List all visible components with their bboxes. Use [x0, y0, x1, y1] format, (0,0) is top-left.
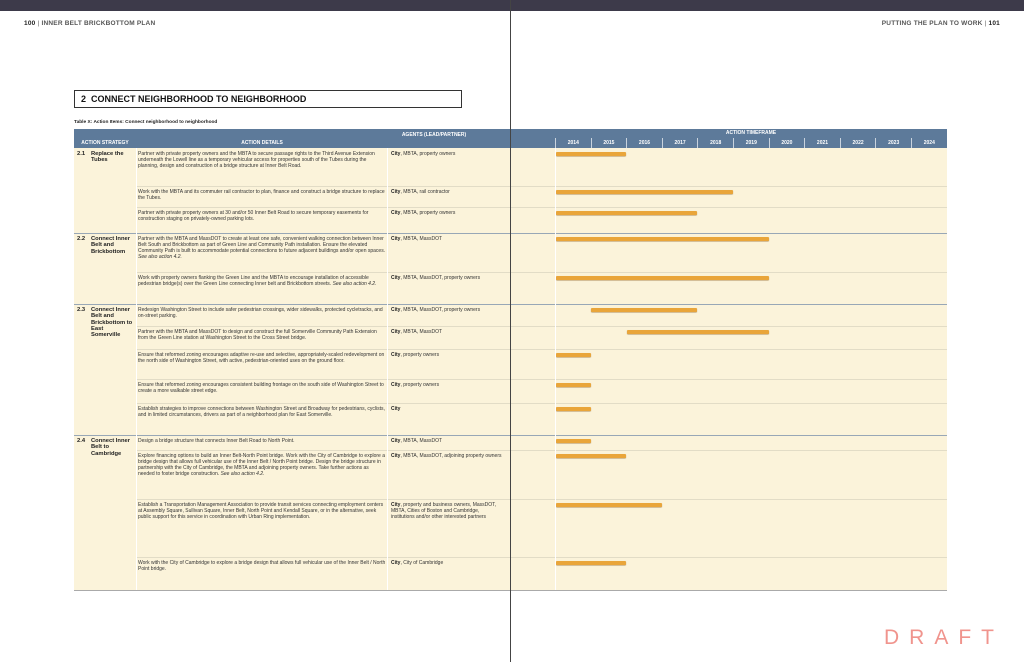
timeline-bar	[556, 353, 591, 357]
group-divider	[511, 304, 947, 305]
group-divider	[74, 304, 510, 305]
row-divider	[136, 450, 510, 451]
action-detail	[138, 560, 386, 572]
column-divider	[555, 148, 556, 590]
year-2019: 2019	[733, 138, 769, 148]
partner-agents: , City of Cambridge	[400, 560, 444, 566]
action-detail	[138, 151, 386, 169]
left-page-number: 100	[24, 20, 36, 27]
action-detail	[138, 307, 386, 319]
lead-agent: City	[391, 453, 401, 459]
left-page-title: INNER BELT BRICKBOTTOM PLAN	[41, 20, 156, 27]
action-detail-text: Establish strategies to improve connections between Washington Street and Broadway for pedestrians, cyclists, and in limited circumstances, drivers as part of a neighborhood plan for East Somerville.	[138, 406, 385, 419]
row-divider	[136, 499, 510, 500]
right-page-title: PUTTING THE PLAN TO WORK	[881, 20, 983, 27]
partner-agents: , MBTA, MassDOT, adjoining property owners	[400, 453, 502, 459]
strategy-title: Connect Inner Belt and Brickbottom	[91, 236, 130, 255]
row-divider	[511, 557, 947, 558]
action-detail-text: Partner with the MBTA and MassDOT to create at least one safe, convenient walking connection between Inner Belt South and Brickbottom as part of Green Line and Community Path installation. Ensure the elevated Community Path is built to accommodate potential connections to future adjacent buildings and/or open spaces.	[138, 236, 386, 255]
action-reference: See also action 4.2.	[332, 281, 377, 288]
year-2023: 2023	[875, 138, 911, 148]
action-detail-text: Ensure that reformed zoning encourages consistent building frontage on the south side of Washington Street to create a more walkable street edge.	[138, 382, 384, 395]
row-divider	[511, 186, 947, 187]
row-divider	[136, 379, 510, 380]
agents-cell	[391, 329, 503, 335]
agents-cell	[391, 453, 503, 459]
strategy-title: Connect Inner Belt to Cambridge	[91, 438, 130, 457]
action-detail	[138, 352, 386, 364]
row-divider	[136, 186, 510, 187]
action-detail-text: Establish a Transportation Management Association to provide transit services connecting employment centers at Assembly Square, Sullivan Square, Inner Belt, North Point and Kendall Square, or in the alternative, seek public support for this service in coordination with Urban Ring implementation.	[138, 502, 384, 521]
row-divider	[511, 499, 947, 500]
lead-agent: City	[391, 502, 401, 508]
row-divider	[511, 403, 947, 404]
year-2020: 2020	[769, 138, 805, 148]
action-detail-text: Work with the MBTA and its commuter rail contractor to plan, finance and construct a bridge structure to replace the Tubes.	[138, 189, 385, 202]
partner-agents: , MBTA, MassDOT, property owners	[400, 307, 481, 313]
col-header-action-strategy: ACTION STRATEGY	[81, 140, 129, 146]
timeline-bar	[556, 561, 627, 565]
action-detail	[138, 453, 386, 477]
action-detail	[138, 210, 386, 222]
row-divider	[136, 272, 510, 273]
partner-agents: , MBTA, MassDOT, property owners	[400, 275, 481, 281]
lead-agent: City	[391, 352, 401, 358]
group-divider	[511, 233, 947, 234]
action-detail-text: Explore financing options to build an Inner Belt-North Point bridge. Work with the City of Cambridge to explore a bridge design that allows full vehicular use of the Inner Belt / North Point bridge. Design the bridge structure in partnership with the City of Cambridge, the MBTA and adjoining property owners. Take further actions as needed to foster bridge construction.	[138, 453, 385, 478]
table-header-left	[74, 129, 510, 148]
strategy-number: 2.4	[77, 438, 86, 444]
group-divider	[74, 435, 510, 436]
draft-watermark: DRAFT	[884, 626, 1004, 649]
timeline-bar	[556, 439, 591, 443]
strategy-number: 2.1	[77, 151, 86, 157]
row-divider	[136, 403, 510, 404]
column-divider	[136, 148, 137, 590]
row-divider	[511, 207, 947, 208]
agents-cell	[391, 151, 503, 157]
year-2018: 2018	[697, 138, 733, 148]
partner-agents: , MBTA, MassDOT	[400, 236, 443, 242]
year-2021: 2021	[804, 138, 840, 148]
action-detail	[138, 406, 386, 418]
column-divider	[387, 148, 388, 590]
year-2014: 2014	[555, 138, 591, 148]
lead-agent: City	[391, 406, 401, 412]
timeline-bar	[556, 152, 627, 156]
agents-cell	[391, 210, 503, 216]
action-detail	[138, 275, 386, 287]
timeline-bar	[556, 454, 627, 458]
right-page-number: 101	[988, 20, 1000, 27]
action-detail-text: Work with property owners flanking the Green Line and the MBTA to encourage installation of accessible pedestrian bridge(s) over the Green Line connecting Inner belt and Brickbottom streets.	[138, 275, 369, 288]
year-2016: 2016	[626, 138, 662, 148]
action-detail	[138, 189, 386, 201]
timeline-bar	[556, 190, 734, 194]
partner-agents: , property and business owners, MassDOT, MBTA, Cities of Boston and Cambridge, institutions and/or other interested partners	[391, 502, 497, 521]
action-detail	[138, 236, 386, 260]
strategy-title: Replace the Tubes	[91, 151, 124, 164]
row-divider	[511, 349, 947, 350]
group-divider	[511, 435, 947, 436]
partner-agents: , MBTA, MassDOT	[400, 438, 443, 444]
partner-agents: , property owners	[400, 352, 440, 358]
agents-cell	[391, 236, 503, 242]
partner-agents: , MBTA, property owners	[400, 151, 456, 157]
action-detail-text: Partner with private property owners at 30 and/or 50 Inner Belt Road to secure temporary easements for construction staging on privately-owned parking lots.	[138, 210, 369, 223]
timeline-bar	[556, 237, 769, 241]
action-detail-text: Partner with the MBTA and MassDOT to design and construct the full Somerville Community Path Extension from the Green Line station at Washington Street to the Cross Street bridge.	[138, 329, 377, 342]
row-divider	[511, 450, 947, 451]
agents-cell	[391, 438, 503, 444]
agents-cell	[391, 275, 503, 281]
action-detail	[138, 502, 386, 520]
row-divider	[511, 379, 947, 380]
partner-agents: , property owners	[400, 382, 440, 388]
action-detail	[138, 329, 386, 341]
timeline-bar	[556, 276, 769, 280]
timeline-bar	[556, 503, 662, 507]
agents-cell	[391, 307, 503, 313]
agents-cell	[391, 382, 503, 388]
lead-agent: City	[391, 236, 401, 242]
row-divider	[136, 557, 510, 558]
action-detail	[138, 382, 386, 394]
partner-agents: , MBTA, MassDOT	[400, 329, 443, 335]
year-2017: 2017	[662, 138, 698, 148]
agents-cell	[391, 560, 503, 566]
lead-agent: City	[391, 329, 401, 335]
action-detail-text: Design a bridge structure that connects Inner Belt Road to North Point.	[138, 438, 295, 444]
table-caption: Table X: Action Items: Connect neighborhood to neighborhood	[74, 120, 218, 125]
lead-agent: City	[391, 560, 401, 566]
agents-cell	[391, 352, 503, 358]
row-divider	[136, 326, 510, 327]
col-header-timeframe: ACTION TIMEFRAME	[725, 130, 777, 136]
partner-agents: , MBTA, rail contractor	[400, 189, 450, 195]
strategy-title: Connect Inner Belt and Brickbottom to East Somerville	[91, 307, 133, 339]
action-detail-text: Partner with private property owners and the MBTA to secure passage rights to the Third Avenue Extension underneath the Lowell line as a temporary vehicular access for properties south of the Tubes during the planning, design and construction of a bridge structure at Inner Belt Road.	[138, 151, 375, 170]
group-divider	[74, 233, 510, 234]
year-2024: 2024	[911, 138, 947, 148]
action-detail-text: Work with the City of Cambridge to explore a bridge design that allows full vehicular use of the Inner Belt / North Point bridge.	[138, 560, 386, 573]
lead-agent: City	[391, 189, 401, 195]
agents-cell	[391, 406, 503, 412]
table-header-right	[511, 129, 947, 148]
action-reference: See also action 4.2.	[220, 471, 265, 478]
strategy-number: 2.2	[77, 236, 86, 242]
action-detail-text: Redesign Washington Street to include safer pedestrian crossings, wider sidewalks, protected cycletracks, and on-street parking.	[138, 307, 383, 320]
top-banner	[0, 0, 1024, 11]
row-divider	[136, 207, 510, 208]
timeline-body	[511, 148, 947, 591]
lead-agent: City	[391, 275, 401, 281]
year-2022: 2022	[840, 138, 876, 148]
agents-cell	[391, 189, 503, 195]
action-detail	[138, 438, 386, 444]
partner-agents: , MBTA, property owners	[400, 210, 456, 216]
timeline-bar	[556, 383, 591, 387]
table-body-left	[74, 148, 510, 591]
action-detail-text: Ensure that reformed zoning encourages adaptive re-use and selective, appropriately-scaled redevelopment on the north side of Washington Street, with active, pedestrian-oriented uses on the ground floor.	[138, 352, 385, 365]
year-2015: 2015	[591, 138, 627, 148]
timeline-bar	[556, 407, 591, 411]
col-header-agents: AGENTS (LEAD/PARTNER)	[401, 132, 467, 138]
left-page-header: 100 | INNER BELT BRICKBOTTOM PLAN	[24, 20, 156, 27]
row-divider	[136, 349, 510, 350]
lead-agent: City	[391, 307, 401, 313]
agents-cell	[391, 502, 503, 520]
col-header-action-details: ACTION DETAILS	[241, 140, 283, 146]
lead-agent: City	[391, 382, 401, 388]
lead-agent: City	[391, 438, 401, 444]
timeline-bar	[591, 308, 697, 312]
section-title: 2 CONNECT NEIGHBORHOOD TO NEIGHBORHOOD	[74, 90, 462, 108]
timeline-bar	[627, 330, 769, 334]
row-divider	[511, 326, 947, 327]
strategy-number: 2.3	[77, 307, 86, 313]
row-divider	[511, 272, 947, 273]
lead-agent: City	[391, 210, 401, 216]
right-page-header: PUTTING THE PLAN TO WORK | 101	[881, 20, 1000, 27]
timeline-bar	[556, 211, 698, 215]
action-reference: See also action 4.2.	[138, 254, 182, 261]
lead-agent: City	[391, 151, 401, 157]
